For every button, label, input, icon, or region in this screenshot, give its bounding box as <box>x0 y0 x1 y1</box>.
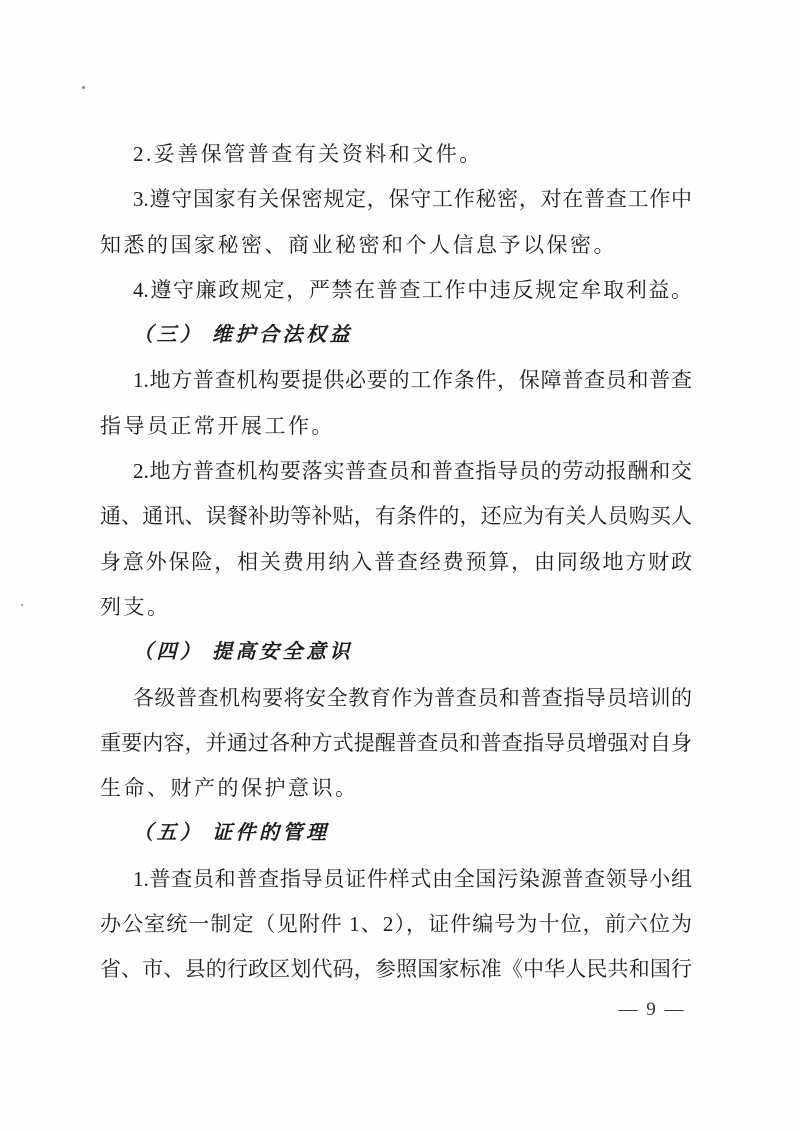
paragraph-line: 3.遵守国家有关保密规定，保守工作秘密，对在普查工作中 <box>133 187 692 212</box>
section-heading: （五） 证件的管理 <box>133 822 330 845</box>
scan-speck <box>82 86 85 89</box>
paragraph-line: 2.妥善保管普查有关资料和文件。 <box>133 142 483 166</box>
paragraph-line: 办公室统一制定（见附件 1、2），证件编号为十位，前六位为 <box>100 912 692 937</box>
document-body <box>100 132 692 993</box>
paragraph-line: 重要内容，并通过各种方式提醒普查员和普查指导员增强对自身 <box>100 730 692 755</box>
paragraph-line: 各级普查机构要将安全教育作为普查员和普查指导员培训的 <box>133 685 692 710</box>
paragraph-line: 1.普查员和普查指导员证件样式由全国污染源普查领导小组 <box>133 866 692 891</box>
paragraph-line: 生命、财产的保护意识。 <box>100 776 359 801</box>
paragraph-line: 省、市、县的行政区划代码，参照国家标准《中华人民共和国行 <box>100 957 692 982</box>
section-heading: （四） 提高安全意识 <box>133 641 353 664</box>
paragraph-line: 指导员正常开展工作。 <box>100 413 335 438</box>
paragraph-line: 列支。 <box>100 594 171 619</box>
page-number: — 9 — <box>618 999 686 1020</box>
paragraph-line: 2.地方普查机构要落实普查员和普查指导员的劳动报酬和交 <box>133 459 692 484</box>
paragraph-line: 身意外保险，相关费用纳入普查经费预算，由同级地方财政 <box>100 549 692 574</box>
paragraph-line: 1.地方普查机构要提供必要的工作条件，保障普查员和普查 <box>133 368 692 393</box>
paragraph-line: 知悉的国家秘密、商业秘密和个人信息予以保密。 <box>100 232 617 257</box>
section-heading: （三） 维护合法权益 <box>133 324 353 347</box>
scan-speck <box>21 604 23 606</box>
paragraph-line: 通、通讯、误餐补助等补贴，有条件的，还应为有关人员购买人 <box>100 504 692 529</box>
paragraph-line: 4.遵守廉政规定，严禁在普查工作中违反规定牟取利益。 <box>133 277 692 302</box>
